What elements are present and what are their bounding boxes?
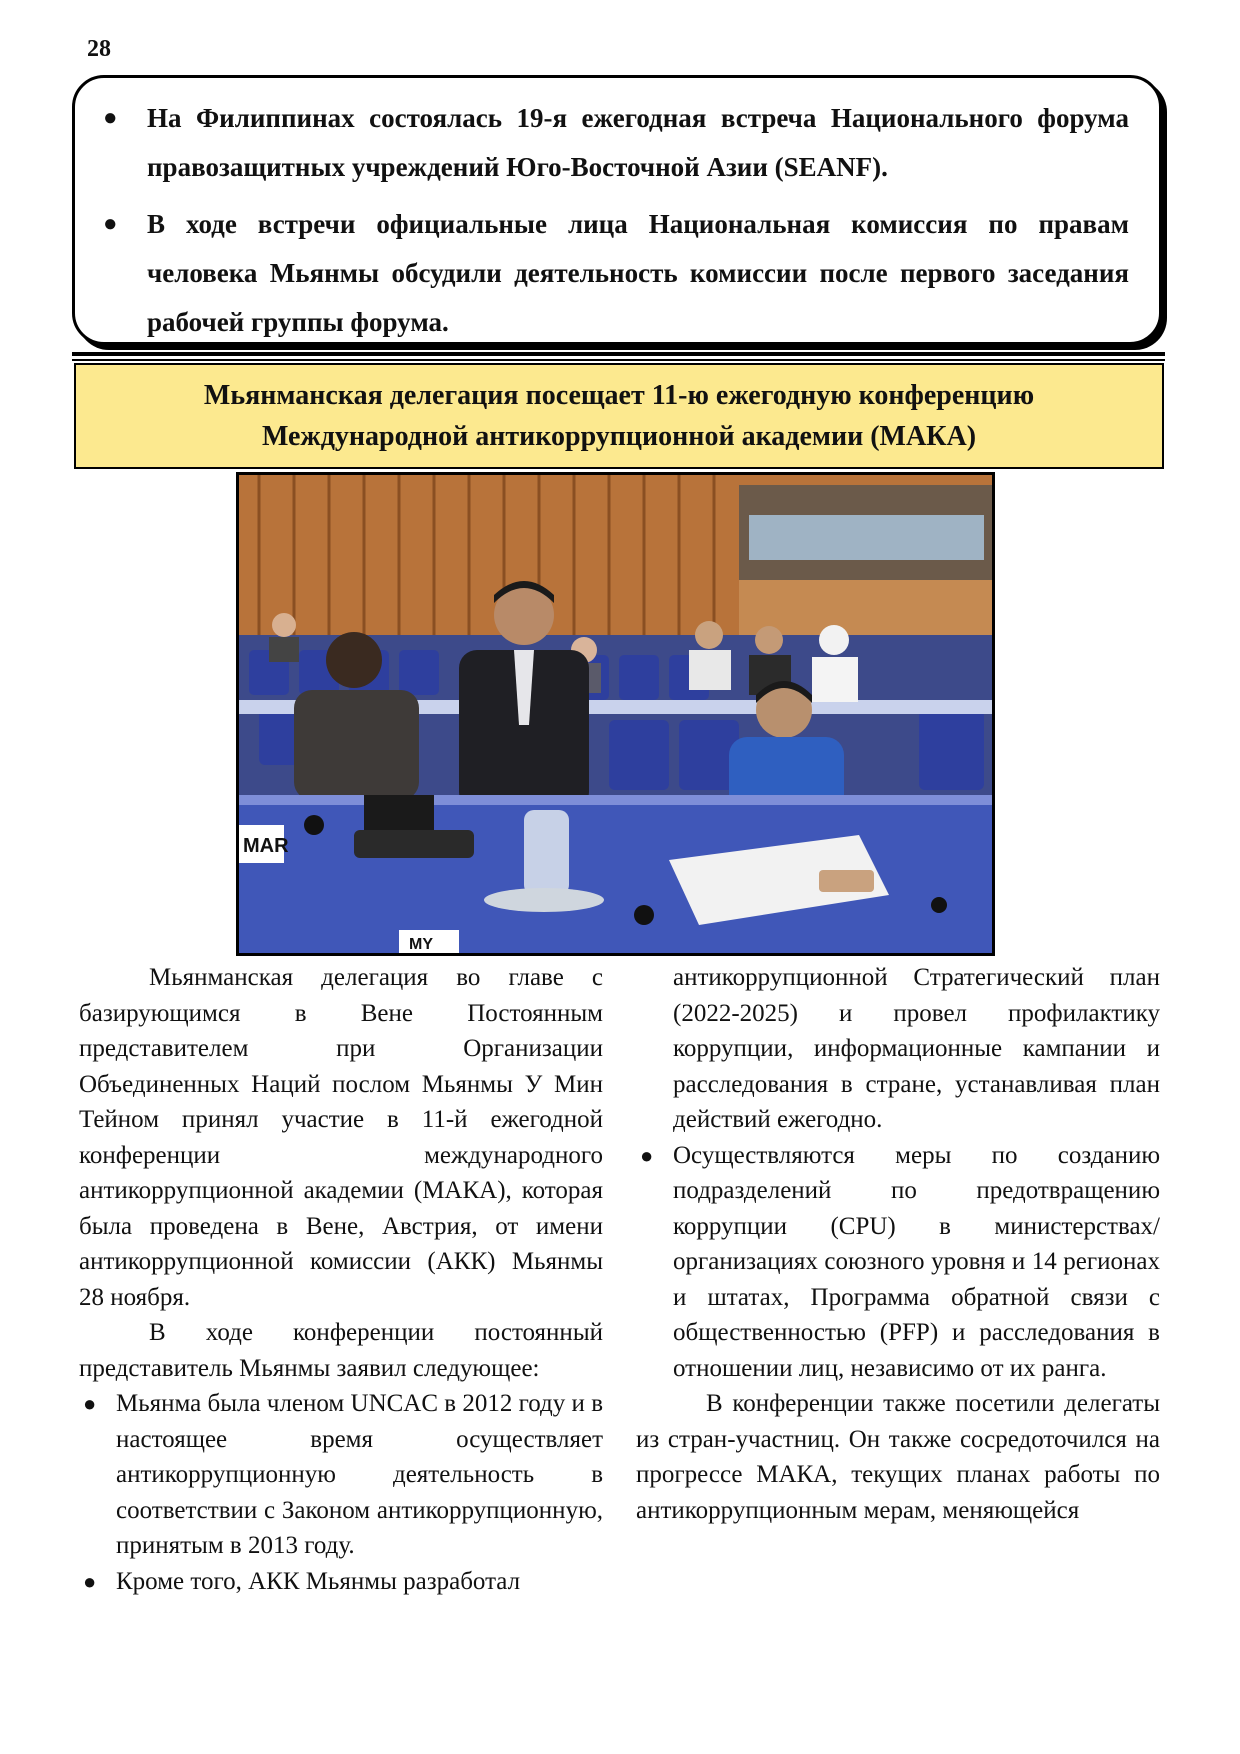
summary-list bbox=[75, 78, 1159, 347]
bullet-icon: ● bbox=[103, 105, 118, 131]
bullet-icon: ● bbox=[83, 1568, 97, 1594]
divider bbox=[72, 359, 1165, 361]
list-item bbox=[79, 1564, 603, 1600]
list-item-text: Кроме того, АКК Мьянмы разработал bbox=[116, 1567, 521, 1595]
bullet-icon: ● bbox=[640, 1142, 654, 1168]
bullet-icon: ● bbox=[83, 1391, 97, 1416]
summary-text: В ходе встречи официальные лица Национальная комиссия по правам человека Мьянмы обсудили деятельность комиссии после первого заседания рабочей группы форума. bbox=[147, 209, 1129, 337]
divider bbox=[72, 352, 1165, 356]
paragraph: В ходе конференции постоянный представитель Мьянмы заявил следующее: bbox=[79, 1319, 603, 1382]
article-title-line: Мьянманская делегация посещает 11-ю ежегодную конференцию bbox=[203, 380, 1035, 411]
right-column bbox=[636, 960, 1160, 1528]
statement-list bbox=[636, 1138, 1160, 1387]
list-item-text: Мьянма была членом UNCAC в 2012 году и в настоящее время осуществляет антикоррупционную деятельность в соответствии с Законом антикоррупционную, принятым в 2013 году. bbox=[116, 1390, 603, 1559]
article-title bbox=[74, 363, 1164, 469]
list-item bbox=[636, 1138, 1160, 1387]
conference-photo bbox=[236, 472, 995, 956]
paragraph: Мьянманская делегация во главе с базирующимся в Вене Постоянным представителем при Организации Объединенных Наций послом Мьянмы У Мин Тейном принял участие в 11-й ежегодной конференции международного антикоррупционной академии (МАКА), которая была проведена в Вене, Австрия, от имени антикоррупционной комиссии (АКК) Мьянмы 28 ноября. bbox=[79, 964, 603, 1311]
desk-sign-text: MY bbox=[409, 936, 433, 953]
list-item bbox=[79, 1386, 603, 1564]
article-title-line: Международной антикоррупционной академии (МАКА) bbox=[261, 421, 977, 452]
statement-list bbox=[79, 1386, 603, 1599]
page-number: 28 bbox=[87, 36, 111, 62]
left-column bbox=[79, 960, 603, 1599]
summary-item bbox=[97, 200, 1129, 347]
summary-text: На Филиппинах состоялась 19-я ежегодная встреча Национального форума правозащитных учреждений Юго-Восточной Азии (SEANF). bbox=[147, 103, 1129, 182]
desk-sign-text: MAR bbox=[243, 835, 289, 857]
paragraph: антикоррупционной Стратегический план (2022-2025) и провел профилактику коррупции, информационные кампании и расследования в стране, устанавливая план действий ежегодно. bbox=[673, 964, 1160, 1133]
summary-box bbox=[72, 75, 1162, 345]
list-item-text: Осуществляются меры по созданию подразделений по предотвращению коррупции (CPU) в министерствах/ организациях союзного уровня и 14 регионах и штатах, Программа обратной связи с общественностью (PFP) и расследования в отношении лиц, независимо от их ранга. bbox=[673, 1141, 1160, 1382]
paragraph: В конференции также посетили делегаты из стран-участниц. Он также сосредоточился на прогрессе МАКА, текущих планах работы по антикоррупционным мерам, меняющейся bbox=[636, 1390, 1160, 1524]
bullet-icon: ● bbox=[103, 211, 118, 237]
summary-item bbox=[97, 94, 1129, 192]
